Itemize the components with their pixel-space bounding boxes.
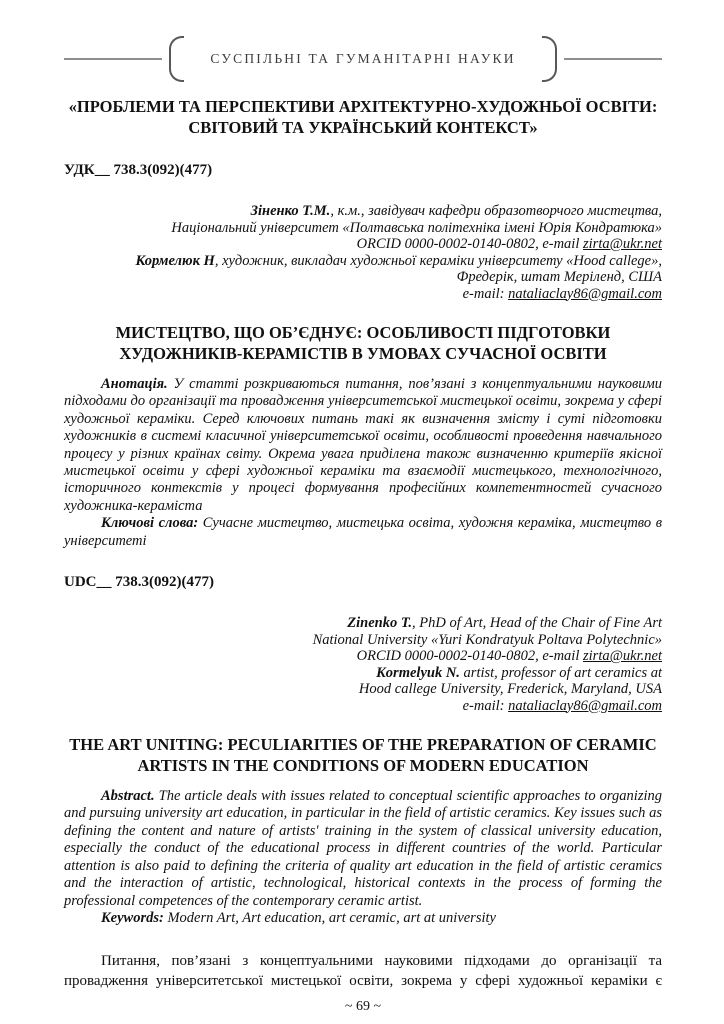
email-link[interactable]: nataliaclay86@gmail.com bbox=[508, 697, 662, 714]
abstract-label: Abstract. bbox=[101, 788, 155, 805]
author-name: Zinenko T. bbox=[347, 615, 413, 632]
author-name: Зіненко Т.М. bbox=[250, 203, 331, 219]
header-rule-right bbox=[564, 58, 662, 60]
author-contact bbox=[64, 698, 662, 715]
author-role: artist, professor of art ceramics at bbox=[459, 664, 662, 681]
keywords-label: Keywords: bbox=[101, 909, 164, 926]
header-rule-left bbox=[64, 58, 162, 60]
email-link[interactable]: nataliaclay86@gmail.com bbox=[508, 285, 662, 302]
author-role: , художник, викладач художньої кераміки університету «Hood callege», bbox=[214, 252, 662, 269]
authors-block-ua bbox=[64, 203, 662, 302]
article-title-ua: МИСТЕЦТВО, ЩО ОБ’ЄДНУЄ: ОСОБЛИВОСТІ ПІДГОТОВКИ ХУДОЖНИКІВ-КЕРАМІСТІВ В УМОВАХ СУЧАСНОЇ ОСВІТИ bbox=[115, 323, 611, 363]
email-link[interactable]: zirta@ukr.net bbox=[583, 236, 662, 252]
article-title-en: THE ART UNITING: PECULIARITIES OF THE PREPARATION OF CERAMIC ARTISTS IN THE CONDITIONS OF MODERN EDUCATION bbox=[69, 735, 657, 776]
abstract-en bbox=[64, 788, 662, 910]
author-contact bbox=[64, 236, 662, 253]
udc-code-en: UDC__ 738.3(092)(477) bbox=[64, 574, 214, 591]
author-line bbox=[64, 615, 662, 632]
email-link[interactable]: zirta@ukr.net bbox=[583, 648, 662, 665]
email-label: e-mail: bbox=[462, 697, 509, 714]
keywords-text: Modern Art, Art education, art ceramic, art at university bbox=[163, 909, 496, 926]
author-line bbox=[64, 665, 662, 682]
page-number: ~ 69 ~ bbox=[344, 999, 382, 1015]
abstract-text: У статті розкриваються питання, пов’язані з концептуальними науковими підходами до організації та провадження університетської мистецької освіти, зокрема у сфері художньої кераміки. Серед ключових питань такі як визначення змісту і суті підготовки художників в системі класичної університетської освіти, особливості проведення навчального процесу у різних країнах світу. Окрема увага приділена також визначенню критеріїв якісної мистецької освіти у сфері художньої кераміки та взаємодії мистецького, технологічного, історичного контекстів у процесі формування професійних компетентностей сучасного художника-кераміста bbox=[64, 376, 662, 514]
udc-code-ua: УДК__ 738.3(092)(477) bbox=[64, 162, 213, 178]
authors-block-en bbox=[64, 615, 662, 714]
abstract-text: The article deals with issues related to conceptual scientific approaches to organizing and pursuing university art education, in particular in the field of artistic ceramics. Key issues such as defining the content and nature of artists' training in the system of classical university education, especially the conduct of the educational process in different countries of the world. Particular attention is also paid to defining the criteria of quality art education in the field of artistic ceramics and the interaction of artistic, technological, historical contexts in the process of forming the professional competences of the contemporary ceramic artist. bbox=[64, 788, 662, 909]
right-bracket-icon bbox=[542, 36, 557, 82]
author-role: , к.м., завідувач кафедри образотворчого мистецтва, bbox=[330, 203, 662, 219]
orcid-label: ORCID 0000-0002-0140-0802, e-mail bbox=[356, 648, 583, 665]
keywords-text: Сучасне мистецтво, мистецька освіта, художня кераміка, мистецтво в університеті bbox=[64, 515, 663, 549]
author-affiliation: Фредерік, штат Меріленд, США bbox=[456, 269, 662, 285]
author-affiliation: Hood callege University, Frederick, Maryland, USA bbox=[358, 681, 662, 698]
author-affiliation: National University «Yuri Kondratyuk Poltava Polytechnic» bbox=[312, 631, 662, 648]
page-header bbox=[64, 36, 662, 82]
keywords-label: Ключові слова: bbox=[101, 515, 199, 532]
keywords-ua bbox=[64, 515, 662, 550]
conference-title: «ПРОБЛЕМИ ТА ПЕРСПЕКТИВИ АРХІТЕКТУРНО-ХУДОЖНЬОЇ ОСВІТИ: СВІТОВИЙ ТА УКРАЇНСЬКИЙ КОНТЕКСТ» bbox=[68, 97, 658, 137]
author-contact bbox=[64, 286, 662, 303]
author-affiliation: Національний університет «Полтавська політехніка імені Юрія Кондратюка» bbox=[171, 219, 662, 236]
author-line bbox=[64, 203, 662, 220]
author-line bbox=[64, 253, 662, 270]
orcid-label: ORCID 0000-0002-0140-0802, e-mail bbox=[356, 236, 583, 252]
author-name: Кормелюк Н bbox=[135, 252, 215, 269]
body-paragraph: Питання, пов’язані з концептуальними науковими підходами до організації та провадження університетської мистецької освіти, зокрема у сфері художньої кераміки є bbox=[64, 953, 662, 990]
abstract-label: Анотація. bbox=[101, 376, 168, 392]
email-label: e-mail: bbox=[462, 285, 509, 302]
abstract-ua bbox=[64, 376, 662, 515]
left-bracket-icon bbox=[169, 36, 184, 82]
keywords-en bbox=[64, 910, 662, 927]
section-heading: СУСПІЛЬНІ ТА ГУМАНІТАРНІ НАУКИ bbox=[210, 51, 516, 66]
author-name: Kormelyuk N. bbox=[376, 664, 460, 681]
author-contact bbox=[64, 648, 662, 665]
author-role: , PhD of Art, Head of the Chair of Fine Art bbox=[412, 615, 662, 632]
